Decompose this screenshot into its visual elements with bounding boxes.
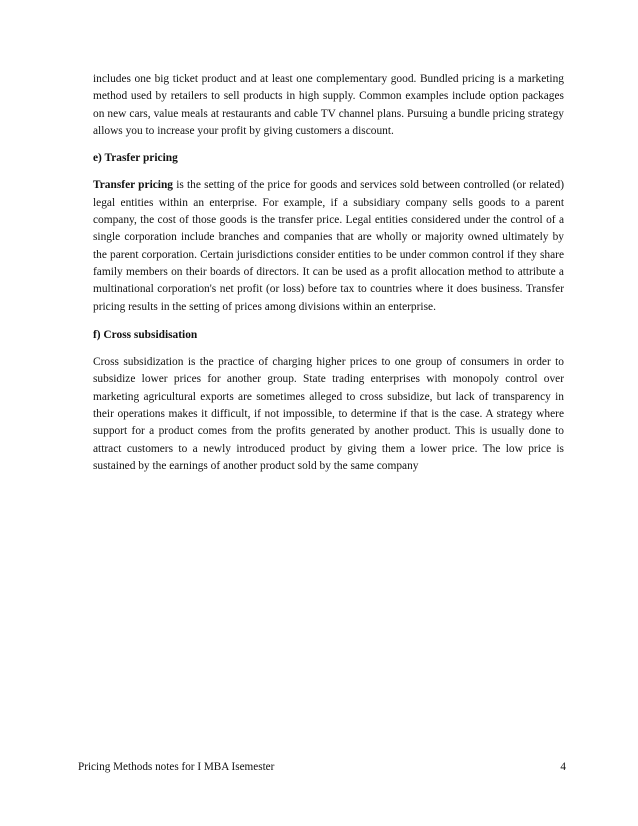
transfer-pricing-term: Transfer pricing bbox=[93, 179, 173, 192]
page-body bbox=[93, 71, 564, 475]
cross-subsidisation-heading: f) Cross subsidisation bbox=[93, 328, 198, 341]
cross-subsidisation-paragraph: Cross subsidization is the practice of charging higher prices to one group of consumers in order to subsidize lower prices for another group. State trading enterprises with monopoly control over marketing agricultural exports are sometimes alleged to cross subsidize, but lack of transparency in their operations makes it difficult, if not impossible, to determine if that is the case. A strategy where support for a product comes from the profits generated by another product. This is usually done to attract customers to a newly introduced product by giving them a lower price. The low price is sustained by the earnings of another product sold by the same company bbox=[93, 356, 564, 472]
transfer-pricing-heading: e) Trasfer pricing bbox=[93, 152, 178, 165]
bundle-pricing-paragraph: includes one big ticket product and at least one complementary good. Bundled pricing is a marketing method used by retailers to sell products in high supply. Common examples include option packages on new cars, value meals at restaurants and cable TV channel plans. Pursuing a bundle pricing strategy allows you to increase your profit by giving customers a discount. bbox=[93, 73, 564, 137]
page-number: 4 bbox=[560, 761, 566, 773]
footer-title: Pricing Methods notes for I MBA Isemester bbox=[78, 761, 275, 773]
transfer-pricing-paragraph bbox=[93, 177, 564, 315]
transfer-pricing-text: is the setting of the price for goods and services sold between controlled (or related) legal entities within an enterprise. For example, if a subsidiary company sells goods to a parent company, the cost of those goods is the transfer price. Legal entities considered under the control of a single corporation include branches and companies that are wholly or majority owned ultimately by the parent corporation. Certain jurisdictions consider entities to be under common control if they share family members on their boards of directors. It can be used as a profit allocation method to attribute a multinational corporation's net profit (or loss) before tax to countries where it does business. Transfer pricing results in the setting of prices among divisions within an enterprise. bbox=[93, 179, 565, 313]
